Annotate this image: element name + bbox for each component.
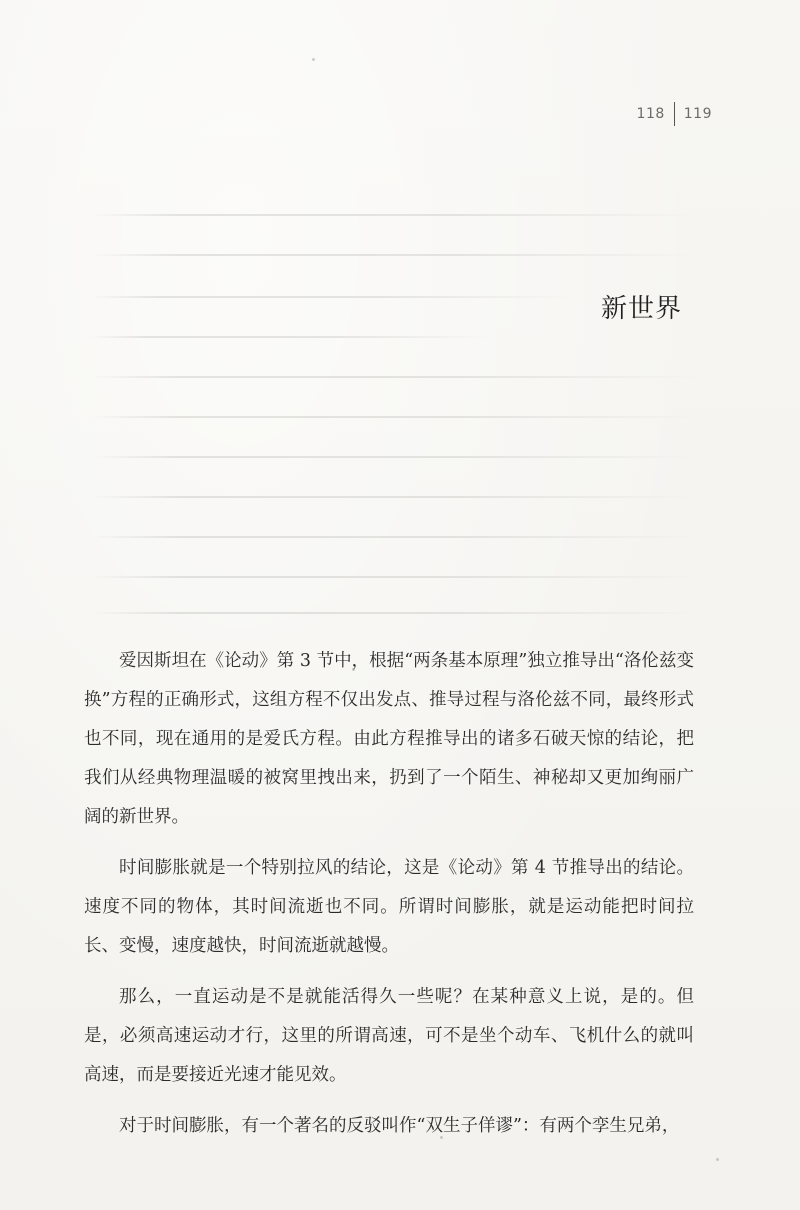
paragraph: 对于时间膨胀，有一个著名的反驳叫作“双生子佯谬”：有两个孪生兄弟， [119,1116,680,1136]
show-through-line [90,496,700,498]
show-through-line [90,456,700,458]
show-through-line [90,254,700,256]
page-number-right: 119 [683,106,712,122]
paragraph: 时间膨胀就是一个特别拉风的结论，这是《论动》第 4 节推导出的结论。速度不同的物体，其时间流逝也不同。所谓时间膨胀，就是运动能把时间拉长、变慢，速度越快，时间流逝就越慢。 [84,858,694,956]
paper-speck [440,1136,443,1139]
page-number-left: 118 [636,106,665,122]
show-through-line [90,296,570,298]
show-through-line [90,576,700,578]
paragraph: 那么，一直运动是不是就能活得久一些呢？在某种意义上说，是的。但是，必须高速运动才行，这里的所谓高速，可不是坐个动车、飞机什么的就叫高速，而是要接近光速才能见效。 [84,987,694,1085]
paper-speck [312,58,315,61]
show-through-line [90,336,490,338]
show-through-line [90,612,700,614]
chapter-title: 新世界 [600,294,682,324]
show-through-line [90,416,700,418]
page-number-header [637,102,712,126]
page-number-divider [674,102,675,126]
paragraph: 爱因斯坦在《论动》第 3 节中，根据“两条基本原理”独立推导出“洛伦兹变换”方程的正确形式，这组方程不仅出发点、推导过程与洛伦兹不同，最终形式也不同，现在通用的是爱氏方程。由此方程推导出的诸多石破天惊的结论，把我们从经典物理温暖的被窝里拽出来，扔到了一个陌生、神秘却又更加绚丽广阔的新世界。 [84,651,694,827]
show-through-line [90,214,700,216]
body-text [84,642,694,1158]
paper-speck [352,668,355,671]
paper-speck [716,1158,719,1161]
show-through-line [90,376,700,378]
show-through-line [90,536,700,538]
